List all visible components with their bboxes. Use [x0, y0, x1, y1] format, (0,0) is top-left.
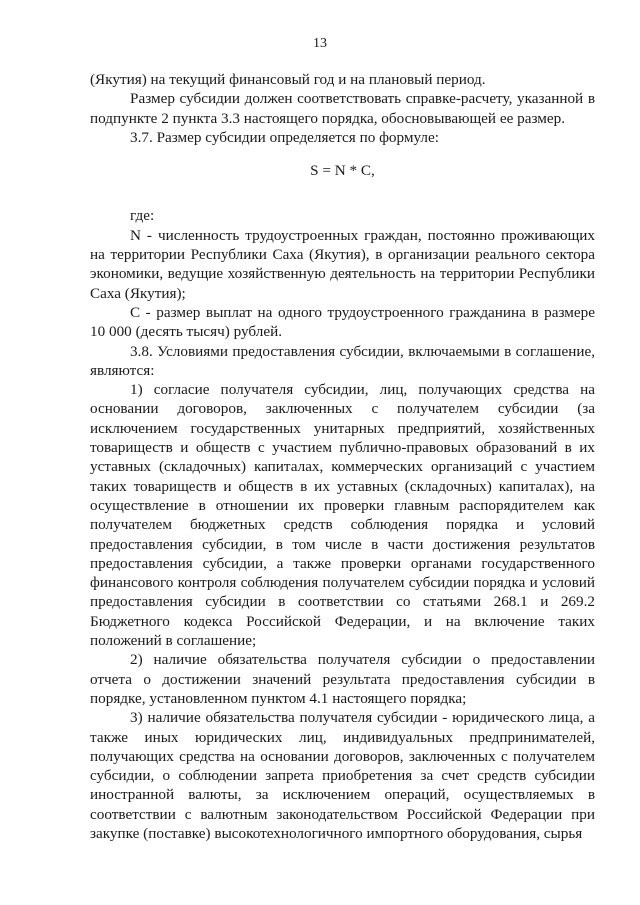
paragraph-3-8: 3.8. Условиями предоставления субсидии, включаемыми в соглашение, являются:: [90, 342, 595, 379]
paragraph-3-7: 3.7. Размер субсидии определяется по формуле:: [130, 128, 439, 146]
paragraph-definition-c: C - размер выплат на одного трудоустроенного гражданина в размере 10 000 (десять тысяч) рублей.: [90, 303, 595, 341]
document-body: [90, 70, 595, 843]
paragraph-continuation: (Якутия) на текущий финансовый год и на плановый период.: [90, 71, 486, 88]
paragraph-subsidy-size: Размер субсидии должен соответствовать справке-расчету, указанной в подпункте 2 пункта 3.3 настоящего порядка, обосновывающей ее размер.: [90, 90, 595, 127]
paragraph-where: где:: [130, 207, 155, 225]
paragraph-condition-1: 1) согласие получателя субсидии, лиц, получающих средства на основании договоров, заключенных с получателем субсидии (за исключением государственных унитарных предприятий, хозяйственных товариществ и обществ с участием публично-правовых образований в их уставных (складочных) капиталах, коммерческих организаций с участием таких товариществ и обществ в их уставных (складочных) капиталах), на осуществление в отношении их проверки главным распорядителем как получателем бюджетных средств соблюдения порядка и условий предоставления субсидии, в том числе в части достижения результатов предоставления субсидии, а также проверки органами государственного финансового контроля соблюдения получателем субсидии порядка и условий предоставления субсидии в соответствии со статьями 268.1 и 269.2 Бюджетного кодекса Российской Федерации, и на включение таких положений в соглашение;: [90, 381, 595, 650]
page-number: 13: [313, 36, 327, 51]
paragraph-definition-n: N - численность трудоустроенных граждан, постоянно проживающих на территории Республики Саха (Якутия), в организации реального сектора экономики, ведущие хозяйственную деятельность на территории Республики Саха (Якутия);: [90, 226, 595, 302]
formula: S = N * C,: [310, 162, 375, 180]
paragraph-condition-3: 3) наличие обязательства получателя субсидии - юридического лица, а также иных юридических лиц, индивидуальных предпринимателей, получающих средства на основании договоров, заключенных с получателем субсидии, о соблюдении запрета приобретения за счет средств субсидии иностранной валюты, за исключением операций, осуществляемых в соответствии с валютным законодательством Российской Федерации при закупке (поставке) высокотехнологичного импортного оборудования, сырья: [90, 709, 595, 842]
paragraph-condition-2: 2) наличие обязательства получателя субсидии о предоставлении отчета о достижении значений результата предоставления субсидии в порядке, установленном пунктом 4.1 настоящего порядка;: [90, 651, 595, 707]
